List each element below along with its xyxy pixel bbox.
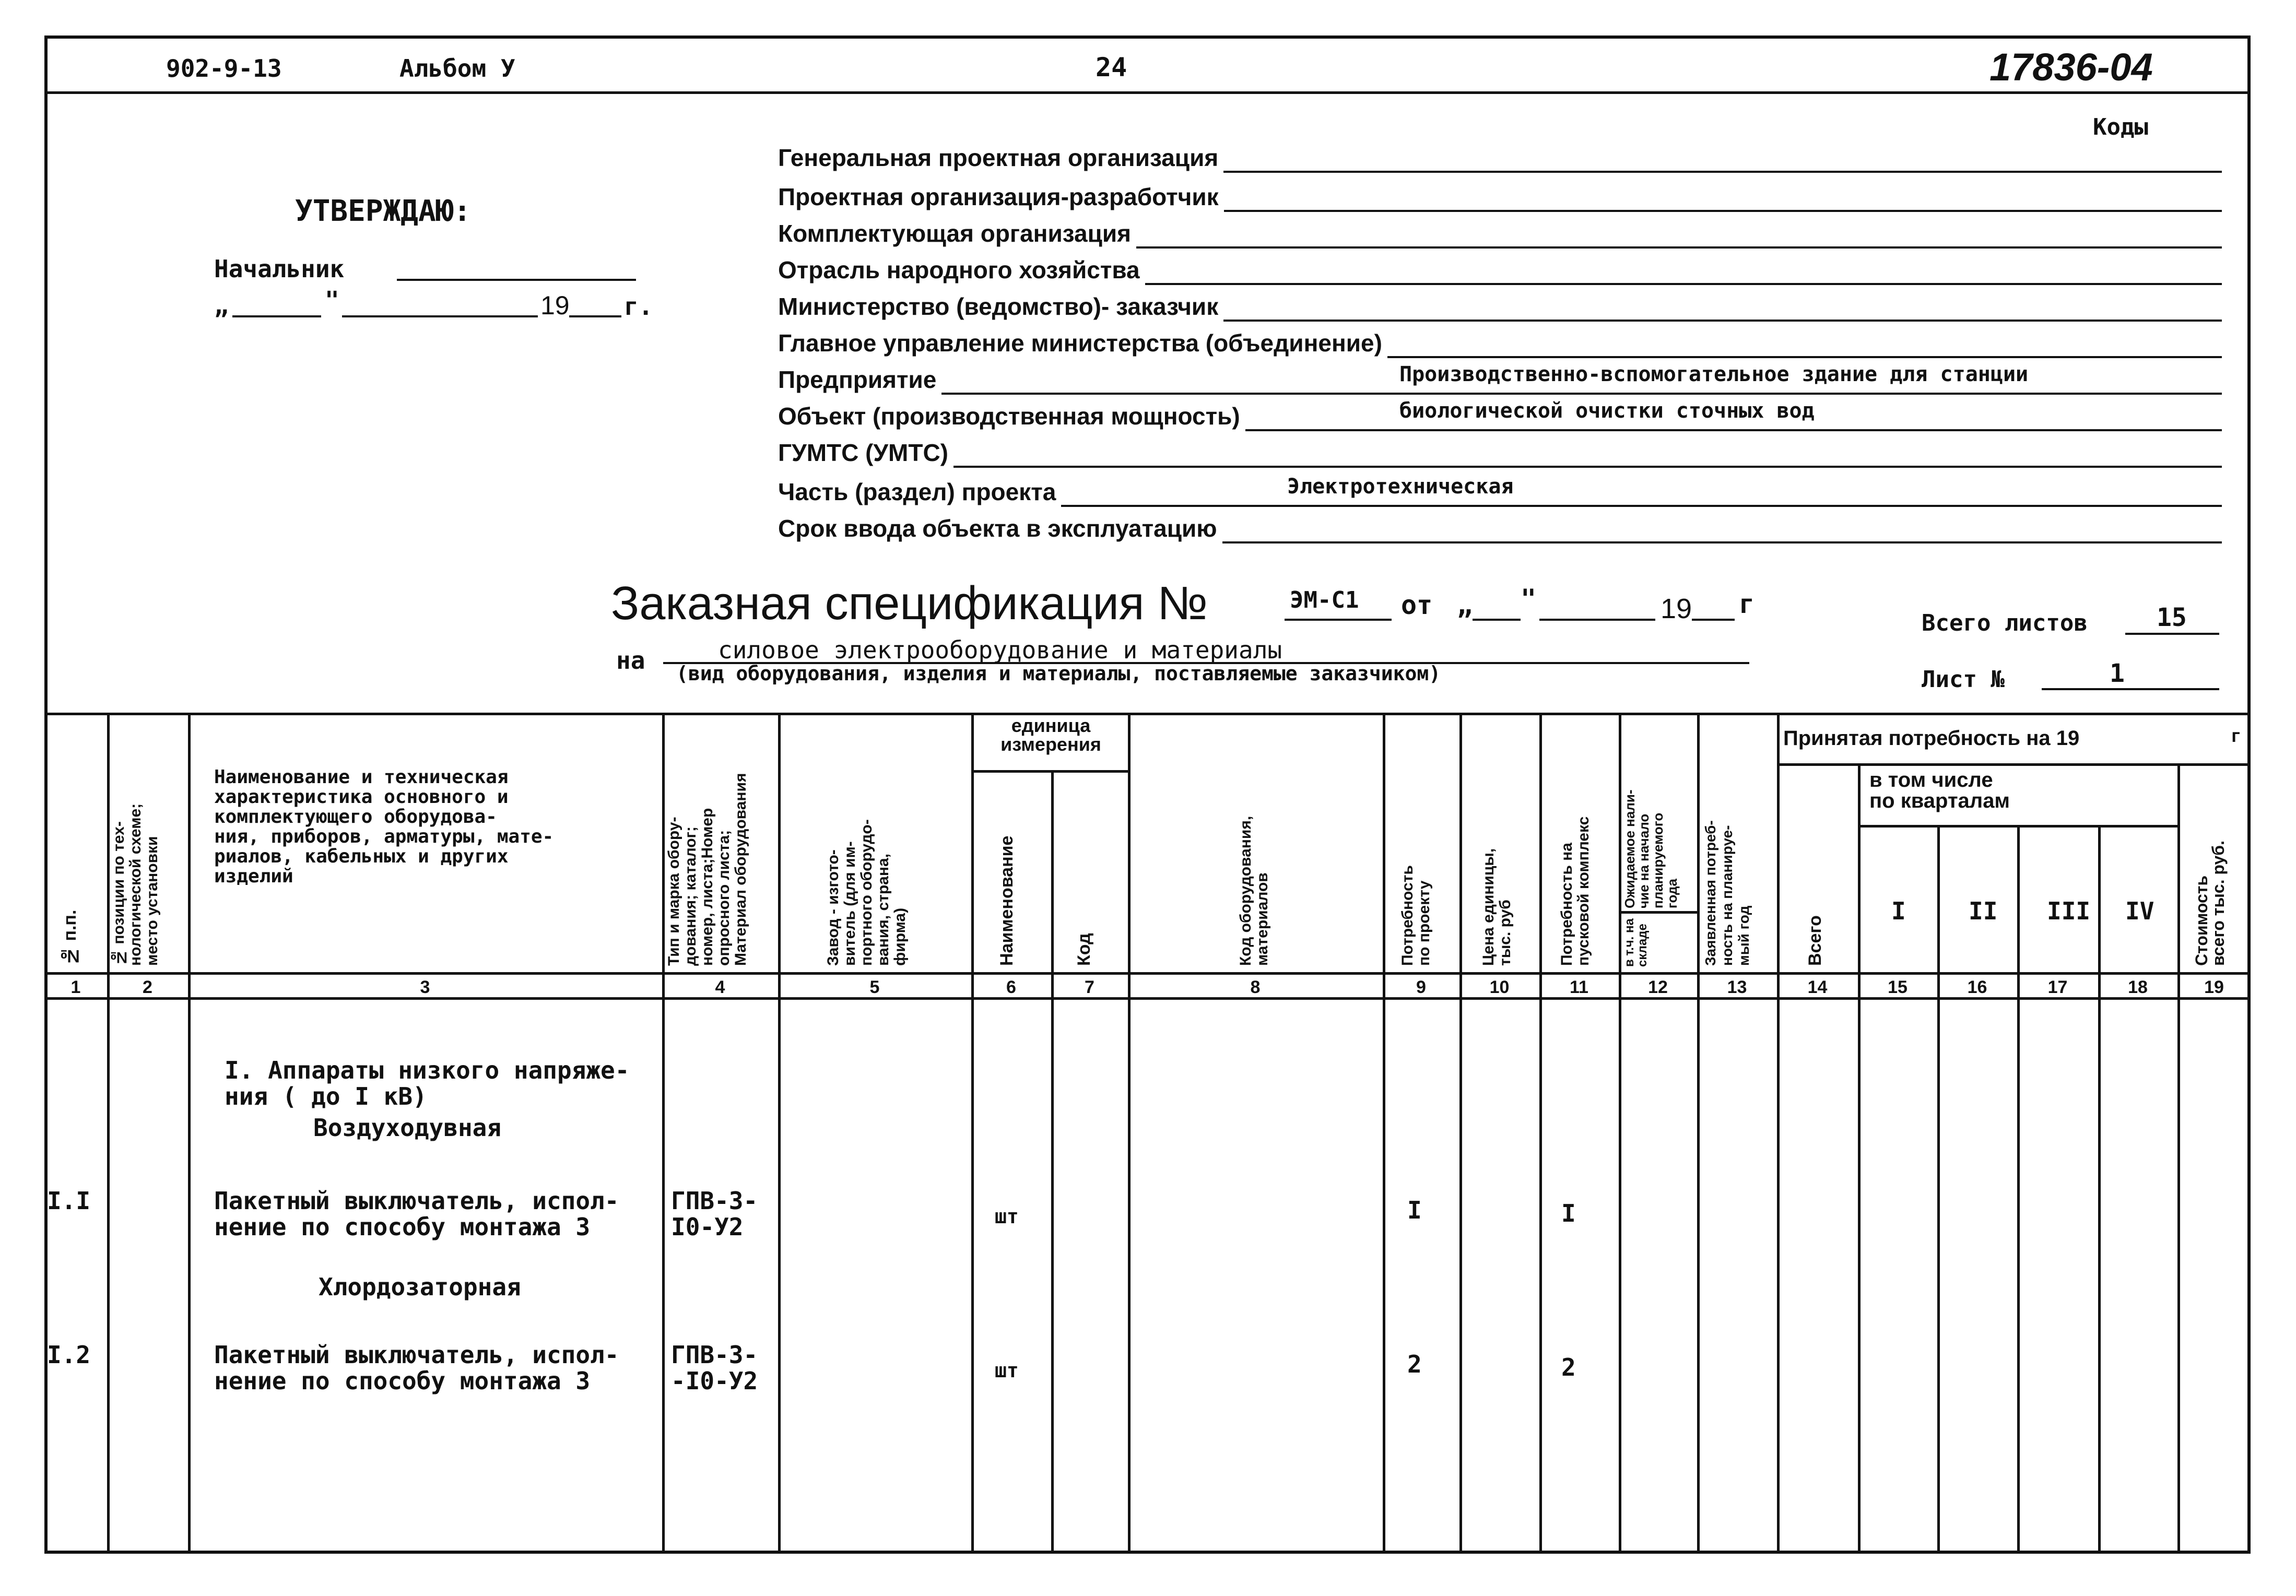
series-code: 902-9-13	[166, 54, 282, 82]
header-col-8: Код оборудования, материалов	[1237, 815, 1271, 966]
document-code: 17836-04	[1989, 45, 2153, 89]
header-col-3: Наименование и техническая характеристика основного и комплектующего оборудова- ния, приборов, арматуры, мате- риалов, кабельных и других изделий	[214, 766, 554, 887]
quarters-group-divider	[1858, 825, 2177, 827]
header-col-7: Код	[1074, 933, 1094, 966]
header-col-9: Потребность по проекту	[1399, 865, 1433, 966]
org-field-value: Производственно-вспомогательное здание для станции	[1399, 362, 2029, 386]
col-divider-7	[1128, 713, 1131, 1554]
header-col-1: № п.п.	[60, 909, 80, 966]
col-divider-13	[1777, 713, 1780, 1554]
header-col-17: III	[2047, 897, 2091, 925]
table-header-bottom-border	[44, 972, 2251, 975]
spec-day-line	[1473, 619, 1521, 621]
header-col-12: Ожидаемое нали- чие на начало планируемого года	[1622, 789, 1680, 908]
approve-date-open: „	[214, 291, 229, 320]
column-number: 11	[1570, 977, 1588, 997]
column-number: 10	[1489, 977, 1510, 997]
header-col-14: Всего	[1805, 915, 1825, 966]
col-divider-12	[1697, 713, 1700, 1554]
approve-year-line	[569, 315, 621, 317]
spec-year-line	[1692, 619, 1735, 621]
spec-date-quote: "	[1521, 584, 1537, 614]
col-divider-8	[1383, 713, 1385, 1554]
column-number: 13	[1727, 977, 1747, 997]
section-heading: I. Аппараты низкого напряже- ния ( до I кВ)	[225, 1056, 630, 1110]
sheet-value: 1	[2110, 659, 2125, 688]
column-number: 19	[2204, 977, 2224, 997]
col-divider-1	[107, 713, 110, 1554]
item-type: ГПВ-3- I0-У2	[671, 1187, 758, 1241]
approve-year: 19	[540, 291, 570, 320]
approve-chief-label: Начальник	[214, 255, 345, 283]
approve-title: УТВЕРЖДАЮ:	[295, 194, 472, 228]
org-field-value: Электротехническая	[1287, 475, 1514, 499]
subsection-heading: Воздуходувная	[313, 1114, 502, 1142]
column-number: 16	[1967, 977, 1987, 997]
item-qty-project: I	[1407, 1196, 1422, 1224]
org-field-line	[1223, 320, 2222, 322]
spec-year: 19	[1661, 593, 1692, 624]
column-number: 6	[1006, 977, 1016, 997]
header-col-18: IV	[2125, 897, 2154, 925]
header-col-16: II	[1969, 897, 1998, 925]
column-number: 18	[2128, 977, 2148, 997]
header-col-11: Потребность на пусковой комплекс	[1558, 816, 1592, 966]
item-unit: шт	[995, 1359, 1019, 1382]
col-divider-14	[1858, 763, 1861, 1554]
header-col-5: Завод - изгото- витель (для им- портного оборудо- вания, страна, фирма)	[825, 819, 909, 966]
header-unit-group: единица измерения	[1000, 715, 1101, 755]
accepted-group-divider	[1777, 763, 2251, 766]
header-quarters-group: в том числе по кварталам	[1869, 769, 2010, 812]
spec-number: ЭМ-С1	[1290, 587, 1359, 613]
header-col-13: Заявленная потреб- ность на планируе- мый год	[1702, 820, 1752, 966]
subsection-heading: Хлордозаторная	[319, 1273, 521, 1301]
total-sheets-value: 15	[2157, 603, 2187, 632]
column-number: 7	[1085, 977, 1094, 997]
org-field-line	[1222, 541, 2222, 543]
unit-group-divider	[971, 770, 1128, 773]
header-accepted: Принятая потребность на 19	[1783, 727, 2080, 750]
total-sheets-line	[2125, 633, 2219, 635]
header-col-10: Цена единицы, тыс. руб	[1480, 848, 1514, 966]
org-field-label: Министерство (ведомство)- заказчик	[778, 293, 1219, 320]
col-divider-2	[188, 713, 191, 1554]
col-divider-6	[1051, 770, 1054, 1554]
org-field-label: Генеральная проектная организация	[778, 144, 1219, 171]
album-label: Альбом У	[399, 54, 515, 82]
row-number: I.I	[47, 1187, 91, 1215]
column-number: 3	[420, 977, 430, 997]
item-type: ГПВ-3- -I0-У2	[671, 1341, 758, 1395]
column-number: 4	[715, 977, 725, 997]
org-field-label: Главное управление министерства (объединение)	[778, 329, 1382, 357]
item-qty-startup: I	[1561, 1199, 1576, 1227]
total-sheets-label: Всего листов	[1922, 610, 2088, 636]
col-divider-15	[1937, 825, 1940, 1554]
approve-date-quote: "	[325, 286, 339, 314]
page-number: 24	[1096, 52, 1127, 82]
item-name: Пакетный выключатель, испол- нение по способу монтажа 3	[214, 1341, 619, 1395]
col-divider-17	[2098, 825, 2101, 1554]
org-field-line	[1136, 246, 2222, 249]
org-field-line	[1223, 171, 2222, 173]
org-field-label: Комплектующая организация	[778, 220, 1131, 247]
org-field-label: Объект (производственная мощность)	[778, 403, 1240, 430]
sheet-line	[2042, 688, 2219, 690]
spec-from-label: от	[1401, 590, 1433, 620]
column-number: 15	[1888, 977, 1908, 997]
item-unit: шт	[995, 1205, 1019, 1228]
item-qty-project: 2	[1407, 1350, 1422, 1378]
col-divider-9	[1459, 713, 1462, 1554]
org-field-line	[1387, 356, 2222, 358]
stock-subcolumn-divider	[1619, 911, 1697, 914]
column-number: 2	[143, 977, 152, 997]
header-col-19: Стоимость всего тыс. руб.	[2192, 841, 2228, 966]
column-number: 5	[869, 977, 880, 997]
header-col-2: № позиции по тех- нологической схеме; место установки	[110, 803, 161, 966]
org-field-value: биологической очистки сточных вод	[1399, 399, 1815, 423]
header-col-15: I	[1891, 897, 1906, 925]
column-number: 8	[1250, 977, 1261, 997]
sheet-label: Лист №	[1922, 666, 2005, 693]
header-col-12-stock: в т.ч. на складе	[1622, 918, 1650, 967]
col-divider-18	[2177, 763, 2180, 1554]
approve-year-suffix: г.	[624, 292, 653, 321]
header-divider	[44, 91, 2251, 94]
approve-month-line	[342, 315, 538, 317]
spec-date-open: „	[1457, 590, 1473, 620]
header-col-4: Тип и марка обору- дования; каталог; номер, листа;Номер опросного листа; Материал оборудования	[665, 773, 749, 966]
header-col-6: Наименование	[997, 835, 1017, 966]
column-number: 12	[1648, 977, 1668, 997]
col-divider-5	[971, 713, 974, 1554]
column-number: 17	[2047, 977, 2068, 997]
org-field-line	[1245, 429, 2222, 431]
col-divider-16	[2017, 825, 2020, 1554]
col-divider-4	[778, 713, 781, 1554]
org-field-label: Предприятие	[778, 366, 937, 393]
col-divider-3	[662, 713, 665, 1554]
column-number: 14	[1807, 977, 1828, 997]
codes-label: Коды	[2093, 114, 2148, 140]
org-field-line	[941, 393, 2222, 395]
spec-month-line	[1539, 619, 1655, 621]
column-number: 9	[1416, 977, 1426, 997]
chief-signature-line	[397, 279, 636, 281]
col-divider-11	[1619, 713, 1621, 1554]
org-field-label: Часть (раздел) проекта	[778, 478, 1056, 505]
org-field-label: Проектная организация-разработчик	[778, 183, 1219, 210]
table-top-border	[44, 713, 2251, 715]
item-name: Пакетный выключатель, испол- нение по способу монтажа 3	[214, 1187, 619, 1241]
spec-subject: силовое электрооборудование и материалы	[718, 636, 1282, 664]
spec-year-suffix: г	[1739, 589, 1755, 619]
column-number: 1	[70, 977, 81, 997]
spec-on-label: на	[616, 646, 645, 675]
org-field-line	[953, 466, 2222, 468]
row-number: I.2	[47, 1341, 91, 1369]
org-field-line	[1145, 283, 2222, 285]
org-field-label: ГУМТС (УМТС)	[778, 439, 948, 466]
col-divider-10	[1539, 713, 1542, 1554]
spec-number-line	[1285, 619, 1392, 621]
org-field-line	[1061, 505, 2222, 507]
org-field-label: Отрасль народного хозяйства	[778, 256, 1140, 283]
spec-subject-caption: (вид оборудования, изделия и материалы, поставляемые заказчиком)	[676, 662, 1441, 685]
approve-day-line	[232, 315, 321, 317]
header-accepted-suffix: г	[2231, 726, 2242, 747]
org-field-line	[1224, 210, 2222, 212]
org-field-label: Срок ввода объекта в эксплуатацию	[778, 515, 1217, 542]
spec-title: Заказная спецификация №	[611, 577, 1208, 630]
item-qty-startup: 2	[1561, 1353, 1576, 1381]
